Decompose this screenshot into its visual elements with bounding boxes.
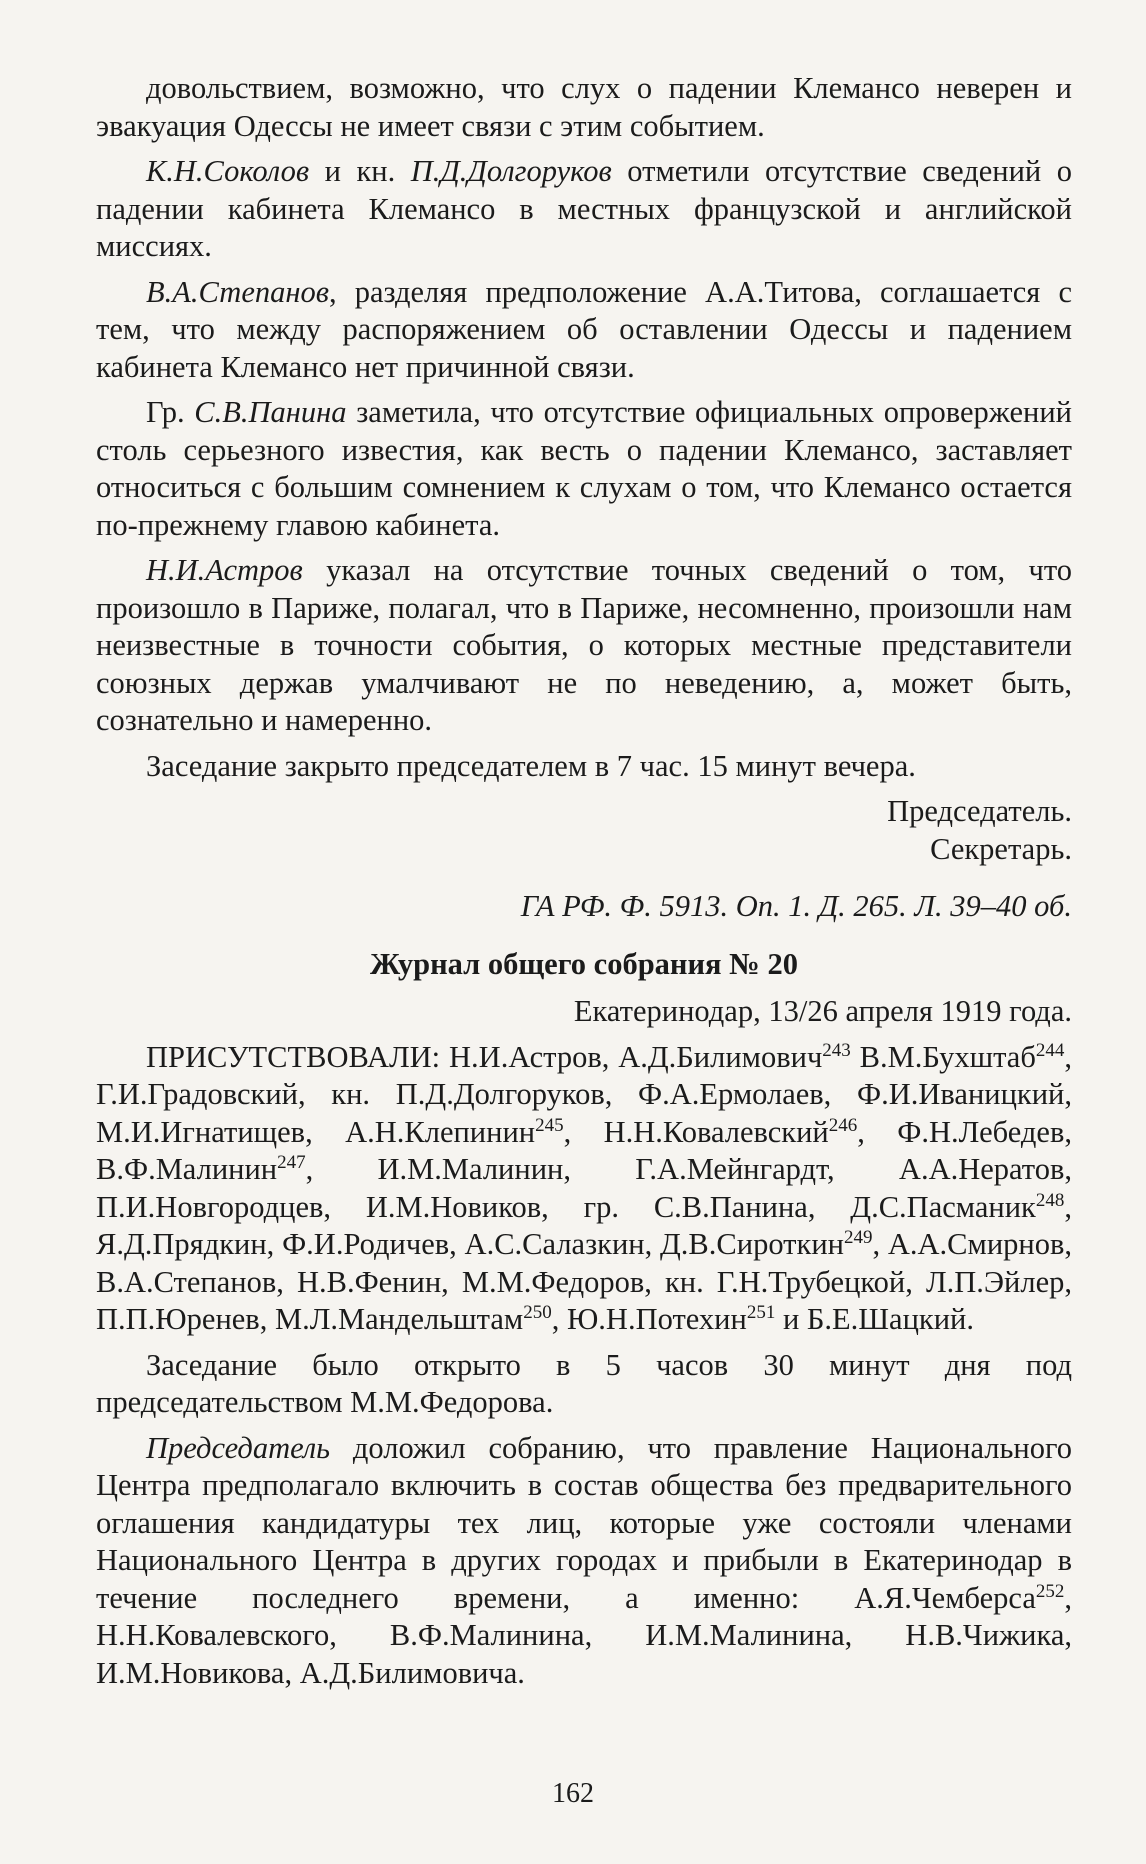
attendance-text: , Ю.Н.Потехин bbox=[551, 1302, 747, 1336]
paragraph-text: и кн. bbox=[309, 154, 411, 188]
paragraph-text: Гр. bbox=[146, 395, 195, 429]
attendance-text: , Ф.Н.Лебедев, В.Ф.Малинин bbox=[96, 1114, 1072, 1186]
closing-line: Заседание закрыто председателем в 7 час. 15 минут вечера. bbox=[146, 748, 916, 783]
attendance-text: , Я.Д.Прядкин, Ф.И.Родичев, А.С.Салазкин, Д.В.Сироткин bbox=[96, 1189, 1072, 1261]
paragraph-text: , разделяя предположение А.А.Титова, соглашается с тем, что между распоряжением об оставлении Одессы и падением кабинета Клемансо нет причинной связи. bbox=[96, 274, 1072, 384]
body-text bbox=[96, 70, 1072, 1692]
speaker-name: В.А.Степанов bbox=[146, 274, 329, 309]
archive-reference: ГА РФ. Ф. 5913. Оп. 1. Д. 265. Л. 39–40 об. bbox=[520, 889, 1072, 923]
attendance-text: , А.А.Смирнов, В.А.Степанов, Н.В.Фенин, М.М.Федоров, кн. Г.Н.Трубецкой, Л.П.Эйлер, П.П.Юренев, М.Л.Мандельштам bbox=[96, 1227, 1072, 1336]
attendance-text: ПРИСУТСТВОВАЛИ: Н.И.Астров, А.Д.Билимович bbox=[146, 1039, 823, 1074]
paragraph-text: , Н.Н.Ковалевского, В.Ф.Малинина, И.М.Малинина, Н.В.Чижика, И.М.Новикова, А.Д.Билимовича. bbox=[96, 1580, 1072, 1690]
footnote-ref: 243 bbox=[822, 1039, 851, 1061]
attendance-text: , Г.И.Градовский, кн. П.Д.Долгоруков, Ф.А.Ермолаев, Ф.И.Иваницкий, М.И.Игнатищев, А.Н.Клепинин bbox=[96, 1039, 1072, 1149]
paragraph-text: отметили отсутствие сведений о падении кабинета Клемансо в местных французской и английской миссиях. bbox=[96, 154, 1072, 263]
paragraph-text: доложил собранию, что правление Национального Центра предполагало включить в состав общества без предварительного оглашения кандидатуры тех лиц, которые уже состояли членами Национального Центра в других городах и прибыли в Екатеринодар в течение последнего времени, а именно: А.Я.Чемберса bbox=[96, 1430, 1072, 1615]
attendance-text: и Б.Е.Шацкий. bbox=[775, 1302, 974, 1336]
speaker-name: С.В.Панина bbox=[194, 395, 347, 429]
paragraph-text: указал на отсутствие точных сведений о том, что произошло в Париже, полагал, что в Париже, несомненно, произошли нам неизвестные в точности события, о которых местные представители союзных держав умалчивают не по неведению, а, может быть, сознательно и намеренно. bbox=[96, 553, 1072, 737]
paragraph-text: заметила, что отсутствие официальных опровержений столь серьезного известия, как весть о падении Клемансо, заставляет относиться с большим сомнением к слухам о том, что Клемансо остается по-прежнему главою кабинета. bbox=[96, 395, 1072, 542]
speaker-name: П.Д.Долгоруков bbox=[410, 154, 612, 188]
page-number: 162 bbox=[552, 1778, 594, 1809]
footnote-ref: 246 bbox=[828, 1114, 858, 1136]
footnote-ref: 247 bbox=[277, 1151, 306, 1173]
paragraph-chairman-report bbox=[96, 1430, 1072, 1693]
footnote-ref: 252 bbox=[1035, 1580, 1065, 1602]
attendance-list bbox=[96, 1039, 1072, 1339]
paragraph-sokolov bbox=[96, 153, 1072, 266]
speaker-name: Председатель bbox=[146, 1430, 331, 1465]
footnote-ref: 249 bbox=[843, 1226, 873, 1248]
speaker-name: Н.И.Астров bbox=[146, 553, 303, 587]
paragraph-text: довольствием, возможно, что слух о падении Клемансо неверен и эвакуация Одессы не имеет связи с этим событием. bbox=[96, 71, 1072, 143]
attendance-text: , И.М.Малинин, Г.А.Мейнгардт, А.А.Нератов, П.И.Новгородцев, И.М.Новиков, гр. С.В.Панина, Д.С.Пасманик bbox=[96, 1152, 1072, 1224]
speaker-name: К.Н.Соколов bbox=[146, 154, 310, 188]
journal-title: Журнал общего собрания № 20 bbox=[370, 946, 798, 981]
footnote-ref: 248 bbox=[1035, 1189, 1065, 1211]
signature-secretary: Секретарь. bbox=[930, 831, 1072, 866]
paragraph-astrov bbox=[96, 552, 1072, 740]
opening-line: Заседание было открыто в 5 часов 30 минут дня под председательством М.М.Федорова. bbox=[96, 1347, 1072, 1419]
attendance-text: В.М.Бухштаб bbox=[850, 1039, 1036, 1074]
footnote-ref: 251 bbox=[746, 1301, 776, 1323]
footnote-ref: 250 bbox=[523, 1301, 552, 1323]
footnote-ref: 245 bbox=[535, 1114, 564, 1136]
attendance-text: , Н.Н.Ковалевский bbox=[563, 1114, 829, 1149]
footnote-ref: 244 bbox=[1035, 1039, 1065, 1061]
place-date: Екатеринодар, 13/26 апреля 1919 года. bbox=[573, 994, 1072, 1028]
paragraph-stepanov bbox=[96, 274, 1072, 387]
paragraph-panina bbox=[96, 394, 1072, 544]
signature-chairman: Председатель. bbox=[887, 794, 1072, 828]
paragraph-continuation bbox=[96, 70, 1072, 145]
